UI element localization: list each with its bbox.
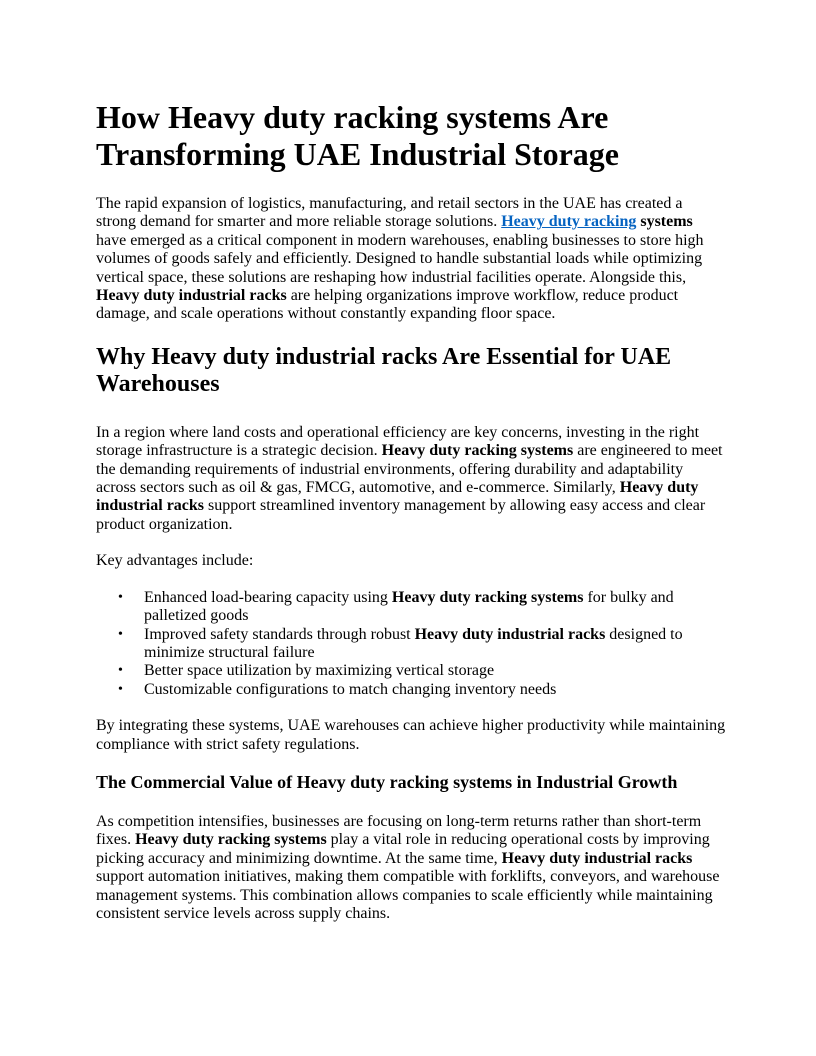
intro-bold-1: systems (636, 213, 693, 231)
why-bold-2: Heavy duty industrial racks (96, 479, 699, 515)
why-text-3: support streamlined inventory management by allowing easy access and clear product organization. (96, 497, 706, 533)
intro-text-1: The rapid expansion of logistics, manufacturing, and retail sectors in the UAE has created a strong demand for smarter and more reliable storage solutions. (96, 195, 683, 231)
list-item (96, 626, 726, 663)
why-text-1: In a region where land costs and operational efficiency are key concerns, investing in the right storage infrastructure is a strategic decision. (96, 423, 700, 460)
list-item-text: Enhanced load-bearing capacity using (144, 588, 392, 606)
intro-text-2: have emerged as a critical component in modern warehouses, enabling businesses to store high volumes of goods safely and efficiently. Designed to handle substantial loads while optimizing vertical space, these solutions are reshaping how industrial facilities operate. Alongside this, (96, 231, 704, 286)
commercial-text-2: play a vital role in reducing operational costs by improving picking accuracy and minimizing downtime. At the same time, (96, 831, 710, 867)
closing-paragraph: By integrating these systems, UAE warehouses can achieve higher productivity while maintaining compliance with strict safety regulations. (96, 717, 726, 753)
list-item (96, 662, 726, 680)
section-heading-why: Why Heavy duty industrial racks Are Essential for UAE Warehouses (96, 343, 672, 397)
list-item-text: Customizable configurations to match changing inventory needs (144, 680, 557, 698)
intro-bold-2: Heavy duty industrial racks (96, 287, 287, 305)
why-text-2: are engineered to meet the demanding requirements of industrial environments, offering durability and adaptability across sectors such as oil & gas, FMCG, automotive, and e-commerce. Similarly, (96, 442, 723, 497)
page-title: How Heavy duty racking systems Are Transforming UAE Industrial Storage (96, 99, 619, 172)
list-item-text: for bulky and palletized goods (144, 588, 674, 625)
list-item (96, 589, 726, 626)
commercial-bold-1: Heavy duty racking systems (135, 831, 327, 849)
list-item-text: Improved safety standards through robust (144, 625, 415, 643)
why-bold-1: Heavy duty racking systems (381, 442, 574, 460)
bullet-icon: • (118, 589, 123, 605)
commercial-text-1: As competition intensifies, businesses are focusing on long-term returns rather than short-term fixes. (96, 812, 702, 849)
list-item (96, 681, 726, 699)
document-page (96, 0, 726, 923)
advantages-list (96, 589, 726, 699)
commercial-text-3: support automation initiatives, making them compatible with forklifts, conveyors, and warehouse management systems. This combination allows companies to scale efficiently while maintaining consistent service levels across supply chains. (96, 868, 720, 922)
key-advantages-label: Key advantages include: (96, 552, 254, 570)
bullet-icon: • (118, 681, 123, 697)
commercial-bold-2: Heavy duty industrial racks (501, 849, 693, 867)
bullet-icon: • (118, 626, 123, 642)
intro-text-3: are helping organizations improve workflow, reduce product damage, and scale operations without constantly expanding floor space. (96, 287, 679, 323)
section-heading-commercial: The Commercial Value of Heavy duty racking systems in Industrial Growth (96, 771, 678, 792)
why-paragraph (96, 424, 726, 534)
list-item-text: designed to minimize structural failure (144, 625, 683, 661)
intro-paragraph (96, 195, 726, 324)
list-item-bold: Heavy duty industrial racks (414, 625, 606, 643)
commercial-paragraph (96, 813, 726, 923)
list-item-text: Better space utilization by maximizing vertical storage (144, 662, 495, 680)
bullet-icon: • (118, 663, 123, 679)
heavy-duty-racking-link[interactable]: Heavy duty racking (501, 213, 637, 231)
list-item-bold: Heavy duty racking systems (391, 588, 584, 606)
